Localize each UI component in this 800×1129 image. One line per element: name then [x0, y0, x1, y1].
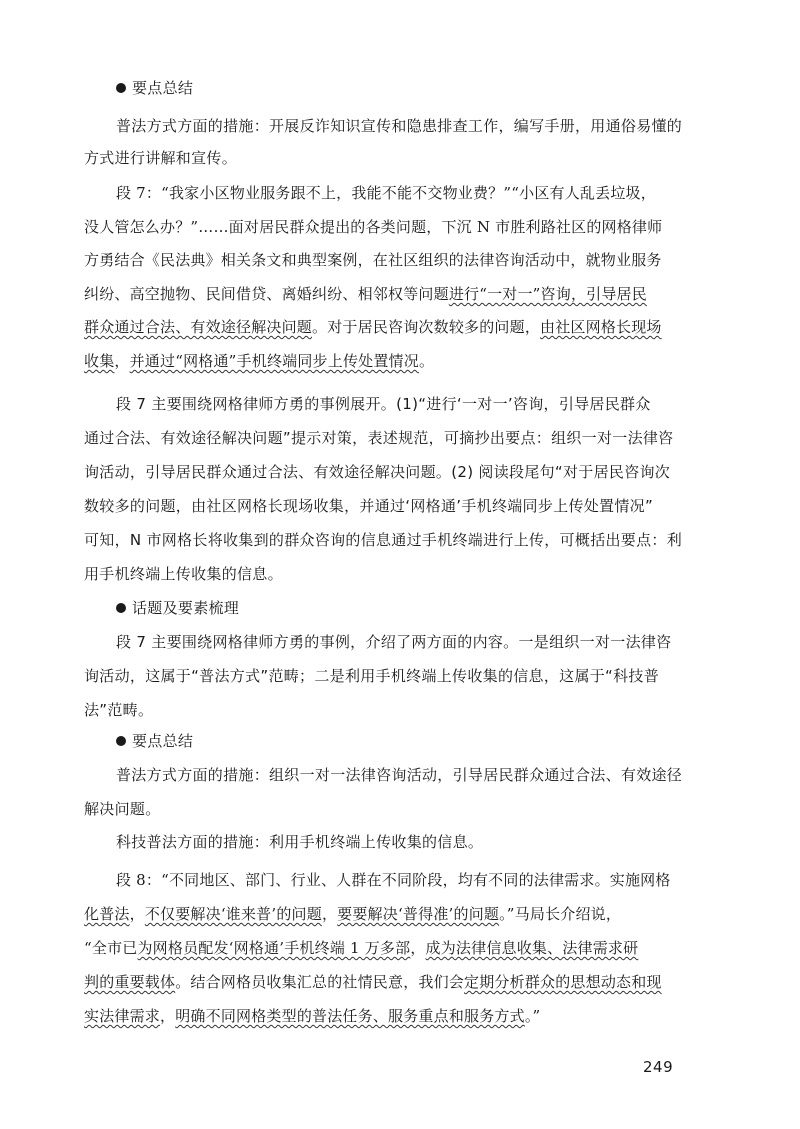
text-line: 段 7 主要围绕网格律师方勇的事例，介绍了两方面的内容。一是组织一对一法律咨	[116, 633, 672, 651]
text-line: 询活动，这属于“普法方式”范畴；二是利用手机终端上传收集的信息，这属于“科技普	[84, 667, 660, 685]
bullet-icon	[116, 83, 126, 93]
text-line: 判的重要载体。结合网格员收集汇总的社情民意，我们会定期分析群众的思想动态和现	[84, 973, 662, 991]
wavy-underlined-text: 化普法	[84, 905, 130, 923]
text-line: 纠纷、高空抛物、民间借贷、离婚纠纷、相邻权等问题进行“一对一”咨询，引导居民	[84, 285, 647, 303]
text-line: 收集，并通过“网格通”手机终端同步上传处置情况。	[84, 352, 435, 370]
wavy-underlined-text: 收集	[84, 352, 115, 370]
text-line: “全市已为网格员配发‘网格通’手机终端 1 万多部，成为法律信息收集、法律需求研	[84, 939, 639, 957]
heading-line: 要点总结	[116, 731, 193, 751]
text-line: 通过合法、有效途径解决问题”提示对策，表述规范，可摘抄出要点：组织一对一法律咨	[84, 429, 674, 447]
text-line: 法”范畴。	[84, 701, 154, 719]
text-line: 用手机终端上传收集的信息。	[84, 565, 283, 583]
text-line: 普法方式方面的措施：组织一对一法律咨询活动，引导居民群众通过合法、有效途径	[116, 766, 683, 784]
bullet-icon	[116, 603, 126, 613]
text-line: 段 7：“我家小区物业服务跟不上，我能不能不交物业费？”“小区有人乱丢垃圾，	[116, 184, 656, 202]
text-line: 解决问题。	[84, 800, 161, 818]
wavy-underlined-text: 为网格员配发‘网格通’手机终端 1 万多部	[137, 939, 411, 957]
wavy-underlined-text: 成为法律信息收集、法律需求研	[425, 939, 639, 957]
page-number: 249	[643, 1058, 674, 1076]
text-line: 群众通过合法、有效途径解决问题。对于居民咨询次数较多的问题，由社区网格长现场	[84, 318, 662, 336]
wavy-underlined-text: 定期分析群众的思想动态和现	[464, 973, 662, 991]
bullet-icon	[116, 736, 126, 746]
wavy-underlined-text: 进行“一对一”咨询，引导居民	[448, 285, 647, 303]
text-line: 化普法，不仅要解决‘谁来普’的问题，要要解决‘普得准’的问题。”马局长介绍说，	[84, 905, 622, 923]
heading-line: 要点总结	[116, 78, 193, 98]
text-line: 数较多的问题，由社区网格长现场收集，并通过‘网格通’手机终端同步上传处置情况”	[84, 497, 654, 515]
wavy-underlined-text: 明确不同网格类型的普法任务、服务重点和服务方式	[175, 1007, 525, 1025]
wavy-underlined-text: 不仅要解决‘谁来普’的问题	[144, 905, 322, 923]
wavy-underlined-text: 实法律需求	[84, 1007, 161, 1025]
text-line: 实法律需求，明确不同网格类型的普法任务、服务重点和服务方式。”	[84, 1007, 541, 1025]
text-line: 段 8：“不同地区、部门、行业、人群在不同阶段，均有不同的法律需求。实施网格	[116, 871, 671, 889]
text-line: 段 7 主要围绕网格律师方勇的事例展开。(1)“进行‘一对一’咨询，引导居民群众	[116, 395, 651, 413]
text-line: 可知，N 市网格长将收集到的群众咨询的信息通过手机终端进行上传，可概括出要点：利	[84, 531, 682, 549]
wavy-underlined-text: 群众通过合法、有效途径解决问题	[84, 318, 313, 336]
text-line: 方勇结合《民法典》相关条文和典型案例，在社区组织的法律咨询活动中，就物业服务	[84, 251, 662, 269]
wavy-underlined-text: 判的重要载体	[84, 973, 176, 991]
text-line: 普法方式方面的措施：开展反诈知识宣传和隐患排查工作，编写手册，用通俗易懂的	[116, 117, 683, 135]
wavy-underlined-text: 由社区网格长现场	[540, 318, 662, 336]
wavy-underlined-text: 并通过“网格通”手机终端同步上传处置情况	[129, 352, 419, 370]
text-line: 科技普法方面的措施：利用手机终端上传收集的信息。	[116, 833, 484, 851]
text-line: 没人管怎么办？”……面对居民群众提出的各类问题，下沉 N 市胜利路社区的网格律师	[84, 218, 663, 236]
wavy-underlined-text: 要要解决‘普得准’的问题	[337, 905, 500, 923]
heading-line: 话题及要素梳理	[116, 598, 239, 618]
text-line: 询活动，引导居民群众通过合法、有效途径解决问题。(2) 阅读段尾句“对于居民咨询次	[84, 463, 671, 481]
text-line: 方式进行讲解和宣传。	[84, 149, 238, 167]
